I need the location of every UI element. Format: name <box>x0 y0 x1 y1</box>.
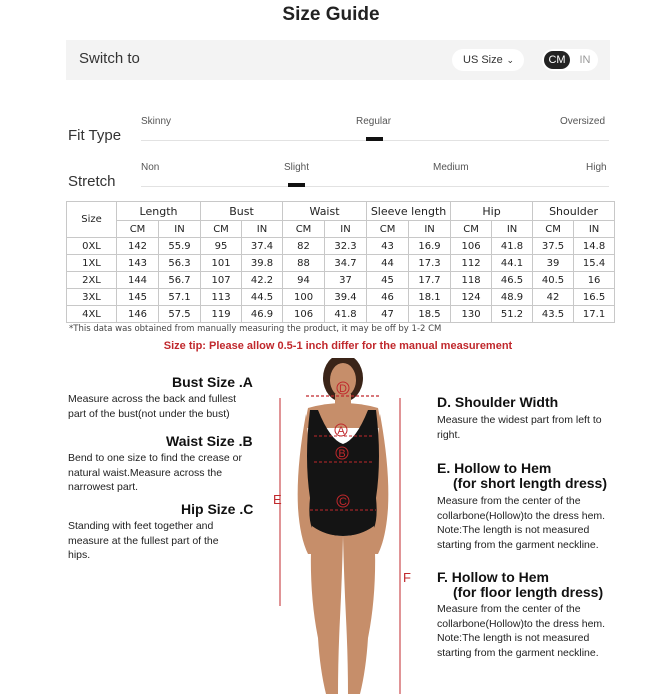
measurement-cell: 42 <box>533 289 574 306</box>
marker-e-label: E <box>273 492 282 507</box>
unit-header-in: IN <box>159 221 201 238</box>
measurement-cell: 46 <box>367 289 409 306</box>
size-header: Size <box>67 202 117 238</box>
measurement-cell: 37 <box>325 272 367 289</box>
unit-toggle[interactable] <box>542 49 598 71</box>
measurement-cell: 41.8 <box>492 238 533 255</box>
hip-desc-line: Standing with feet together and <box>68 520 214 532</box>
group-header-hip: Hip <box>451 202 533 221</box>
measurement-cell: 51.2 <box>492 306 533 323</box>
floor-desc-line: Note:The length is not measured <box>437 632 590 644</box>
shoulder-desc-line: right. <box>437 428 461 441</box>
unit-header-cm: CM <box>451 221 492 238</box>
group-header-shoulder: Shoulder <box>533 202 615 221</box>
measurement-cell: 82 <box>283 238 325 255</box>
measurement-cell: 46.5 <box>492 272 533 289</box>
size-cell: 2XL <box>67 272 117 289</box>
bust-desc-line: Measure across the back and fullest <box>68 393 237 405</box>
measurement-cell: 88 <box>283 255 325 272</box>
measurement-cell: 17.7 <box>409 272 451 289</box>
hip-size-title: Hip Size .C <box>181 501 254 517</box>
measurement-cell: 106 <box>451 238 492 255</box>
stretch-track <box>141 186 609 187</box>
measurement-cell: 94 <box>283 272 325 289</box>
table-row <box>67 255 615 272</box>
group-header-waist: Waist <box>283 202 367 221</box>
measurement-cell: 43 <box>367 238 409 255</box>
short-desc-line: Measure from the center of the <box>437 495 581 507</box>
fit-option-oversized: Oversized <box>560 116 606 127</box>
model-right-leg <box>343 526 375 694</box>
measurement-cell: 43.5 <box>533 306 574 323</box>
measurement-cell: 144 <box>117 272 159 289</box>
stretch-option-non: Non <box>141 162 160 173</box>
table-row <box>67 272 615 289</box>
measurement-cell: 16 <box>574 272 615 289</box>
group-header-sleeve-length: Sleeve length <box>367 202 451 221</box>
table-row <box>67 289 615 306</box>
short-desc-line: collarbone(Hollow)to the dress hem. <box>437 509 606 522</box>
size-cell: 3XL <box>67 289 117 306</box>
measurement-cell: 146 <box>117 306 159 323</box>
size-table <box>66 201 615 323</box>
measurement-cell: 118 <box>451 272 492 289</box>
table-unit-header-row <box>67 221 615 238</box>
short-length-subtitle: (for short length dress) <box>453 475 608 491</box>
floor-length-subtitle: (for floor length dress) <box>453 584 604 600</box>
floor-desc-line: Measure from the center of the <box>437 603 581 615</box>
floor-length-title: F. Hollow to Hem <box>437 569 549 585</box>
size-system-value: US Size <box>463 54 503 66</box>
measurement-cell: 39.4 <box>325 289 367 306</box>
floor-desc-line: collarbone(Hollow)to the dress hem. <box>437 617 606 630</box>
unit-cm-button[interactable]: CM <box>544 51 570 69</box>
measurement-cell: 101 <box>201 255 242 272</box>
model-left-leg <box>311 526 343 694</box>
measurement-cell: 57.5 <box>159 306 201 323</box>
measurement-cell: 44.5 <box>242 289 283 306</box>
stretch-option-medium: Medium <box>433 162 469 173</box>
size-cell: 4XL <box>67 306 117 323</box>
page-title: Size Guide <box>282 4 380 25</box>
measurement-cell: 130 <box>451 306 492 323</box>
switch-label: Switch to <box>79 50 140 67</box>
marker-b-label: B <box>338 448 346 460</box>
measurement-cell: 57.1 <box>159 289 201 306</box>
measurement-cell: 119 <box>201 306 242 323</box>
measurement-cell: 42.2 <box>242 272 283 289</box>
unit-header-in: IN <box>409 221 451 238</box>
waist-desc-line: Bend to one size to find the crease or <box>68 452 242 464</box>
size-tip: Size tip: Please allow 0.5-1 inch differ for the manual measurement <box>163 340 513 352</box>
unit-header-cm: CM <box>367 221 409 238</box>
measurement-cell: 41.8 <box>325 306 367 323</box>
measurement-cell: 32.3 <box>325 238 367 255</box>
measurement-cell: 37.4 <box>242 238 283 255</box>
unit-header-in: IN <box>242 221 283 238</box>
measurement-cell: 34.7 <box>325 255 367 272</box>
measurement-cell: 37.5 <box>533 238 574 255</box>
size-table-body <box>67 238 615 323</box>
waist-size-desc <box>68 451 242 495</box>
waist-desc-line: narrowest part. <box>68 481 139 493</box>
stretch-option-slight: Slight <box>284 162 310 173</box>
table-row <box>67 238 615 255</box>
chevron-down-icon: ⌄ <box>506 55 514 65</box>
shoulder-desc-line: Measure the widest part from left to <box>437 414 602 426</box>
bust-desc-line: part of the bust(not under the bust) <box>68 407 230 420</box>
unit-header-cm: CM <box>201 221 242 238</box>
marker-d-label: D <box>339 383 347 395</box>
hip-size-desc <box>68 519 219 563</box>
measurement-cell: 15.4 <box>574 255 615 272</box>
short-length-title: E. Hollow to Hem <box>437 460 552 476</box>
marker-a-label: A <box>337 425 345 437</box>
measurement-cell: 16.5 <box>574 289 615 306</box>
switch-bar <box>66 40 610 80</box>
floor-length-desc <box>437 602 605 660</box>
size-cell: 1XL <box>67 255 117 272</box>
fit-type-label: Fit Type <box>68 127 122 144</box>
measurement-cell: 47 <box>367 306 409 323</box>
fit-type-marker <box>366 137 383 141</box>
measurement-cell: 14.8 <box>574 238 615 255</box>
unit-header-cm: CM <box>533 221 574 238</box>
waist-size-title: Waist Size .B <box>166 433 253 449</box>
measurement-cell: 39.8 <box>242 255 283 272</box>
table-group-header-row <box>67 202 615 221</box>
measurement-cell: 56.3 <box>159 255 201 272</box>
measurement-cell: 45 <box>367 272 409 289</box>
short-length-desc <box>437 494 605 552</box>
measurement-cell: 48.9 <box>492 289 533 306</box>
measurement-cell: 17.1 <box>574 306 615 323</box>
measurement-cell: 142 <box>117 238 159 255</box>
measurement-cell: 95 <box>201 238 242 255</box>
measurement-cell: 113 <box>201 289 242 306</box>
measurement-cell: 39 <box>533 255 574 272</box>
model-figure <box>270 358 416 694</box>
fit-option-skinny: Skinny <box>141 116 172 127</box>
shoulder-width-title: D. Shoulder Width <box>437 394 559 410</box>
measurement-cell: 143 <box>117 255 159 272</box>
size-cell: 0XL <box>67 238 117 255</box>
table-row <box>67 306 615 323</box>
unit-header-cm: CM <box>117 221 159 238</box>
marker-f-label: F <box>403 570 411 585</box>
unit-header-cm: CM <box>283 221 325 238</box>
measurement-note: *This data was obtained from manually measuring the product, it may be off by 1-2 CM <box>69 324 442 334</box>
measurement-cell: 100 <box>283 289 325 306</box>
measurement-cell: 16.9 <box>409 238 451 255</box>
floor-desc-line: starting from the garment neckline. <box>437 646 599 659</box>
measurement-cell: 40.5 <box>533 272 574 289</box>
group-header-length: Length <box>117 202 201 221</box>
measurement-cell: 44.1 <box>492 255 533 272</box>
unit-header-in: IN <box>325 221 367 238</box>
hip-desc-line: measure at the fullest part of the <box>68 534 219 547</box>
measurement-cell: 145 <box>117 289 159 306</box>
measurement-cell: 18.1 <box>409 289 451 306</box>
measurement-cell: 107 <box>201 272 242 289</box>
short-desc-line: Note:The length is not measured <box>437 524 590 536</box>
stretch-option-high: High <box>586 162 607 173</box>
waist-desc-line: natural waist.Measure across the <box>68 466 223 479</box>
stretch-marker <box>288 183 305 187</box>
short-desc-line: starting from the garment neckline. <box>437 538 599 551</box>
unit-header-in: IN <box>492 221 533 238</box>
measurement-cell: 112 <box>451 255 492 272</box>
bust-size-desc <box>68 392 236 421</box>
shoulder-width-desc <box>437 413 602 442</box>
measurement-cell: 44 <box>367 255 409 272</box>
measurement-cell: 17.3 <box>409 255 451 272</box>
hip-desc-line: hips. <box>68 549 91 561</box>
measurement-cell: 18.5 <box>409 306 451 323</box>
measurement-cell: 56.7 <box>159 272 201 289</box>
unit-header-in: IN <box>574 221 615 238</box>
marker-c-label: C <box>339 496 347 508</box>
group-header-bust: Bust <box>201 202 283 221</box>
measurement-cell: 106 <box>283 306 325 323</box>
measurement-cell: 55.9 <box>159 238 201 255</box>
unit-in-button[interactable]: IN <box>579 54 591 66</box>
stretch-label: Stretch <box>68 173 116 190</box>
measurement-cell: 124 <box>451 289 492 306</box>
measurement-cell: 46.9 <box>242 306 283 323</box>
fit-option-regular: Regular <box>356 116 392 127</box>
bust-size-title: Bust Size .A <box>172 374 253 390</box>
size-system-dropdown[interactable] <box>452 49 524 71</box>
